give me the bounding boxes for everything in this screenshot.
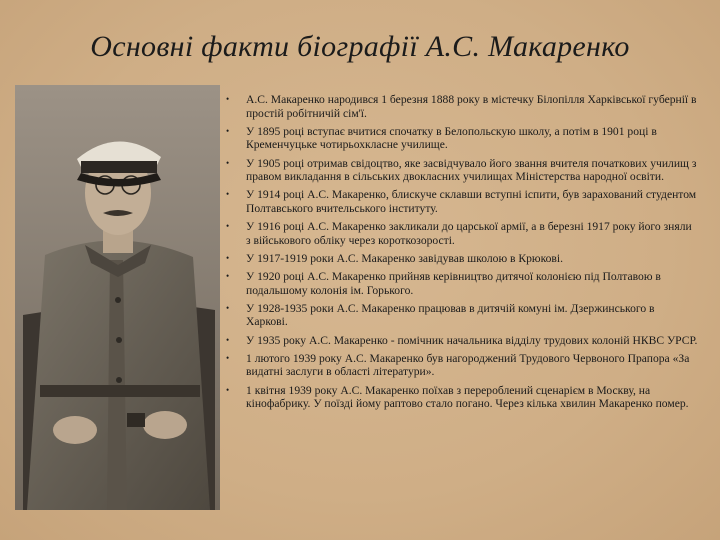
list-item: • У 1935 року А.С. Макаренко - помічник начальника відділу трудових колоній НКВС УРСР. bbox=[226, 333, 698, 347]
bullet-icon: • bbox=[226, 352, 230, 363]
list-item: • У 1916 році А.С. Макаренко закликали до царської армії, а в березні 1917 року його зняли з військового обліку через короткозорості. bbox=[226, 220, 692, 247]
list-item: • У 1920 році А.С. Макаренко прийняв керівництво дитячої колонією під Полтавою в подальшому колонія ім. Горького. bbox=[226, 270, 661, 297]
list-item: • У 1895 році вступає вчитися спочатку в Белопольскую школу, а потім в 1901 році в Кременчуцьке чотирьохкласне училище. bbox=[226, 124, 657, 152]
bullet-icon: • bbox=[226, 157, 230, 168]
portrait-illustration bbox=[15, 85, 220, 510]
list-item: • У 1928-1935 роки А.С. Макаренко працював в дитячій комуні ім. Дзержинського в Харкові. bbox=[226, 301, 655, 329]
bullet-icon: • bbox=[226, 271, 230, 282]
list-item: • 1 квітня 1939 року А.С. Макаренко поїхав з перероблений сценарієм в Москву, на кінофабрику. У поїзді йому раптово стало погано. Через кілька хвилин Макаренко помер. bbox=[226, 383, 689, 411]
bullet-icon: • bbox=[226, 334, 230, 345]
list-item: • 1 лютого 1939 року А.С. Макаренко був нагороджений Трудового Червоного Прапора «За видатні заслуги в області літератури». bbox=[226, 351, 690, 379]
bullet-icon: • bbox=[226, 189, 230, 200]
list-item: • У 1914 році А.С. Макаренко, блискуче склавши вступні іспити, був зарахований студентом Полтавського вчительського інституту. bbox=[226, 188, 697, 215]
bullet-icon: • bbox=[226, 221, 230, 232]
bullet-icon: • bbox=[226, 252, 230, 263]
list-item: • У 1917-1919 роки А.С. Макаренко завідував школою в Крюкові. bbox=[226, 251, 564, 265]
bullet-icon: • bbox=[226, 384, 230, 395]
portrait-photo bbox=[15, 85, 220, 510]
bullet-icon: • bbox=[226, 94, 230, 104]
bullet-icon: • bbox=[226, 125, 230, 136]
slide-title: Основні факти біографії А.С. Макаренко bbox=[90, 30, 630, 63]
list-item: • А.С. Макаренко народився 1 березня 1888 року в містечку Білопілля Харківської губернії в простій робітничій сім'ї. bbox=[226, 93, 697, 120]
list-item: • У 1905 році отримав свідоцтво, яке засвідчувало його звання вчителя початкових училищ з правом викладання в сільських двокласних училищах Міністерства народної освіти. bbox=[226, 156, 697, 184]
bullet-icon: • bbox=[226, 302, 230, 313]
biography-list bbox=[228, 93, 698, 415]
